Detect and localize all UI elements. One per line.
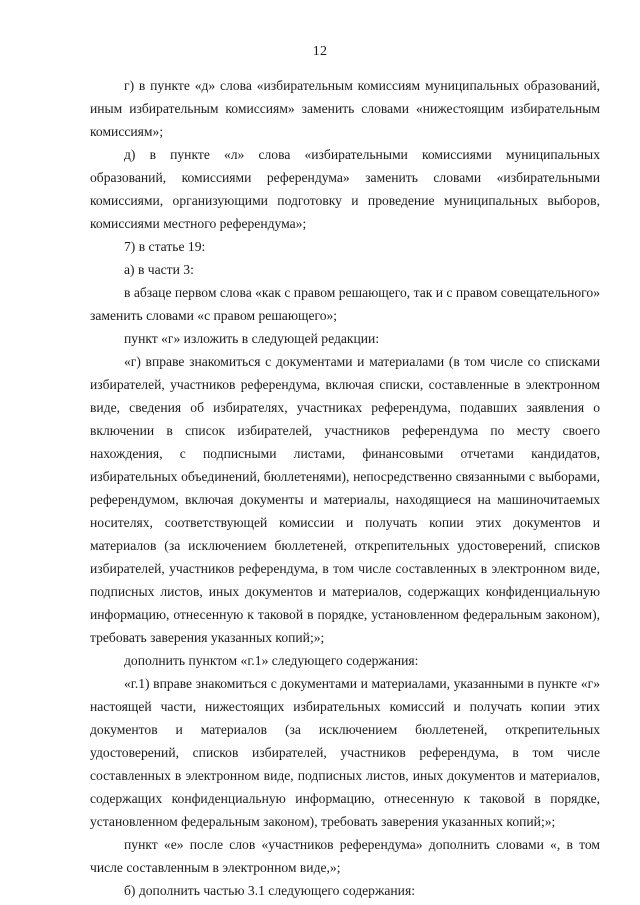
paragraph-point-g1-intro: дополнить пунктом «г.1» следующего содержания:	[124, 653, 419, 668]
paragraph-point-e: пункт «е» после слов «участников референдума» дополнить словами «, в том числе составленным в электронном виде,»;	[90, 837, 600, 875]
paragraph-point-g-intro: пункт «г» изложить в следующей редакции:	[124, 331, 380, 346]
paragraph-article-19: 7) в статье 19:	[124, 239, 206, 254]
document-body	[90, 74, 600, 902]
paragraph-point-g-text: «г) вправе знакомиться с документами и материалами (в том числе со списками избирателей, участников референдума, включая списки, составленные в электронном виде, сведения об избирателях, участниках референдума, подавших заявления о включении в список избирателей, участников референдума по месту своего нахождения, с подписными листами, финансовыми отчетами кандидатов, избирательных объединений, бюллетенями), непосредственно связанными с выборами, референдумом, включая документы и материалы, находящиеся на машиночитаемых носителях, соответствующей комиссии и получать копии этих документов и материалов (за исключением бюллетеней, открепительных удостоверений, списков избирателей, участников референдума, в том числе составленных в электронном виде, подписных листов, иных документов и материалов, содержащих конфиденциальную информацию, отнесенную к таковой в порядке, установленном федеральным законом), требовать заверения указанных копий;»;	[90, 354, 600, 645]
paragraph-part-3: а) в части 3:	[124, 262, 194, 277]
paragraph-part-3-1: б) дополнить частью 3.1 следующего содержания:	[124, 883, 415, 898]
paragraph-first-abzats: в абзаце первом слова «как с правом решающего, так и с правом совещательного» заменить словами «с правом решающего»;	[90, 285, 601, 323]
page-number: 12	[312, 44, 328, 59]
paragraph-item-d: д) в пункте «л» слова «избирательными комиссиями муниципальных образований, комиссиями референдума» заменить словами «избирательными комиссиями, организующими подготовку и проведение муниципальных выборов, комиссиями местного референдума»;	[90, 147, 600, 231]
paragraph-point-g1-text: «г.1) вправе знакомиться с документами и материалами, указанными в пункте «г» настоящей части, нижестоящих избирательных комиссий и получать копии этих документов и материалов (за исключением бюллетеней, открепительных удостоверений, списков избирателей, участников референдума, в том числе составленных в электронном виде, подписных листов, иных документов и материалов, содержащих конфиденциальную информацию, отнесенную к таковой в порядке, установленном федеральным законом), требовать заверения указанных копий;»;	[90, 676, 600, 829]
paragraph-item-g: г) в пункте «д» слова «избирательным комиссиям муниципальных образований, иным избирательным комиссиям» заменить словами «нижестоящим избирательным комиссиям»;	[90, 78, 600, 139]
